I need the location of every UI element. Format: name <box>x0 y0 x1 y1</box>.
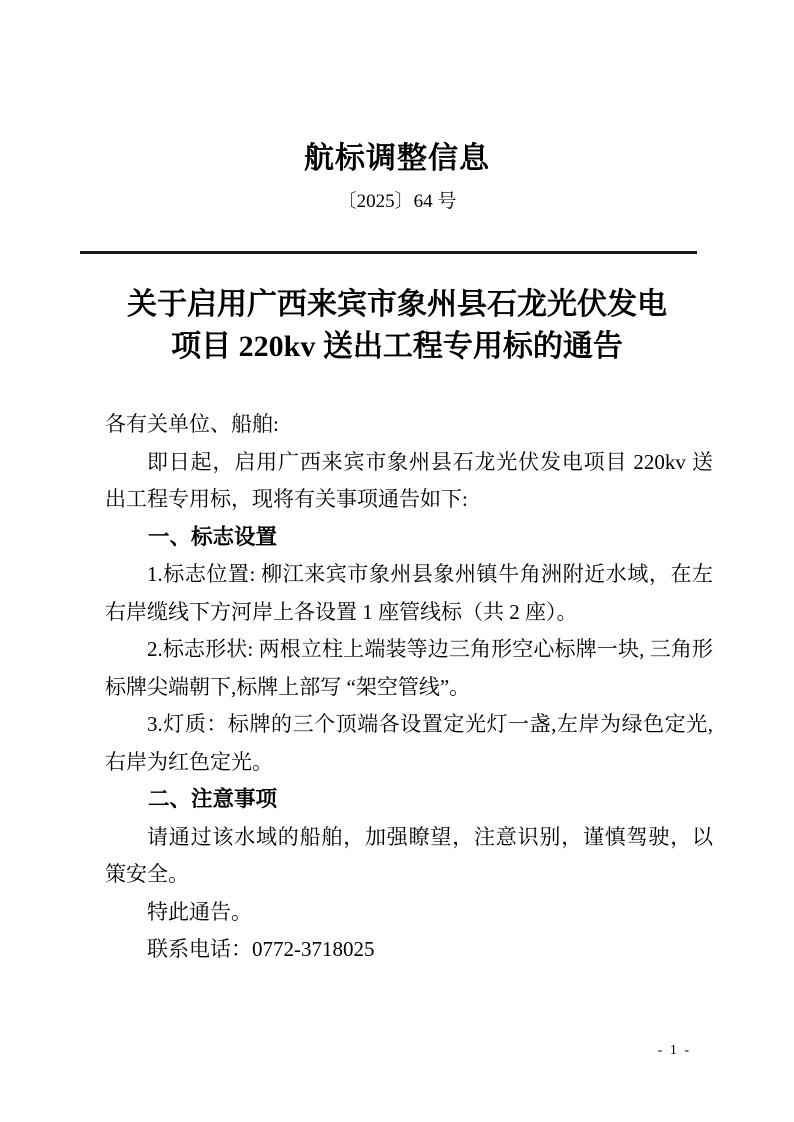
mark-shape-paragraph: 2.标志形状: 两根立柱上端装等边三角形空心标牌一块, 三角形标牌尖端朝下,标牌上部写 “架空管线”。 <box>105 637 713 699</box>
doc-title-line-1: 关于启用广西来宾市象州县石龙光伏发电 <box>127 288 667 321</box>
doc-title <box>60 284 734 368</box>
section-1-heading: 一、标志设置 <box>148 524 278 549</box>
intro-paragraph: 即日起，启用广西来宾市象州县石龙光伏发电项目 220kv 送出工程专用标，现将有关事项通告如下: <box>105 449 713 511</box>
doc-number: 〔2025〕64 号 <box>337 191 457 212</box>
doc-title-line-2: 项目 220kv 送出工程专用标的通告 <box>171 330 623 363</box>
header-title: 航标调整信息 <box>304 142 490 175</box>
section-2-heading: 二、注意事项 <box>148 787 278 811</box>
notice-paragraph: 请通过该水域的船舶，加强瞭望，注意识别，谨慎驾驶，以策安全。 <box>105 824 713 886</box>
salutation: 各有关单位、船舶: <box>105 412 279 436</box>
page-number: - 1 - <box>657 1043 691 1058</box>
document-body <box>105 406 713 969</box>
light-character-paragraph: 3.灯质：标牌的三个顶端各设置定光灯一盏,左岸为绿色定光,右岸为红色定光。 <box>105 712 713 774</box>
contact-paragraph: 联系电话：0772-3718025 <box>147 937 375 961</box>
header-divider-rule <box>80 251 697 254</box>
closing-paragraph: 特此通告。 <box>147 899 252 924</box>
mark-position-paragraph: 1.标志位置: 柳江来宾市象州县象州镇牛角洲附近水域，在左右岸缆线下方河岸上各设置 1 座管线标（共 2 座）。 <box>105 562 713 624</box>
